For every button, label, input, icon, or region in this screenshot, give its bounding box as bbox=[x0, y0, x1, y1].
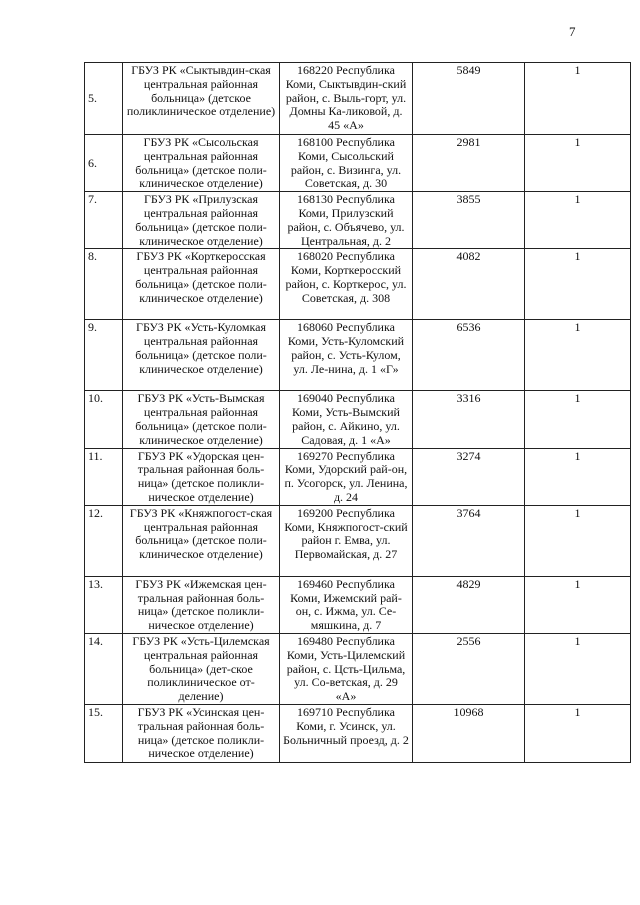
unit-quantity: 1 bbox=[525, 576, 631, 633]
table-row bbox=[85, 633, 631, 704]
facility-address: 169710 Республика Коми, г. Усинск, ул. Больничный проезд, д. 2 bbox=[280, 704, 413, 762]
facility-name: ГБУЗ РК «Усть-Куломкая центральная районная больница» (детское поли-клиническое отделение) bbox=[123, 320, 280, 391]
row-number: 12. bbox=[85, 505, 123, 576]
facility-name: ГБУЗ РК «Удорская цен-тральная районная боль-ница» (детское поликли-ническое отделение) bbox=[123, 448, 280, 505]
unit-quantity: 1 bbox=[525, 448, 631, 505]
facility-name: ГБУЗ РК «Корткеросская центральная районная больница» (детское поли-клиническое отделение) bbox=[123, 249, 280, 320]
facility-address: 168130 Республика Коми, Прилузский район, с. Объячево, ул. Центральная, д. 2 bbox=[280, 192, 413, 249]
facility-name: ГБУЗ РК «Прилузская центральная районная больница» (детское поли-клиническое отделение) bbox=[123, 192, 280, 249]
facility-name: ГБУЗ РК «Княжпогост-ская центральная районная больница» (детское поли-клиническое отделение) bbox=[123, 505, 280, 576]
row-number: 10. bbox=[85, 391, 123, 448]
facility-address: 168020 Республика Коми, Корткеросский район, с. Корткерос, ул. Советская, д. 308 bbox=[280, 249, 413, 320]
row-number: 5. bbox=[85, 63, 123, 135]
unit-quantity: 1 bbox=[525, 505, 631, 576]
population-count: 5849 bbox=[413, 63, 525, 135]
unit-quantity: 1 bbox=[525, 249, 631, 320]
population-count: 2981 bbox=[413, 135, 525, 192]
population-count: 3764 bbox=[413, 505, 525, 576]
population-count: 4082 bbox=[413, 249, 525, 320]
population-count: 10968 bbox=[413, 704, 525, 762]
table-row bbox=[85, 448, 631, 505]
row-number: 11. bbox=[85, 448, 123, 505]
row-number: 6. bbox=[85, 135, 123, 192]
facility-name: ГБУЗ РК «Усть-Вымская центральная районная больница» (детское поли-клиническое отделение) bbox=[123, 391, 280, 448]
facility-name: ГБУЗ РК «Усинская цен-тральная районная боль-ница» (детское поликли-ническое отделение) bbox=[123, 704, 280, 762]
row-number: 7. bbox=[85, 192, 123, 249]
facility-address: 168220 Республика Коми, Сыктывдин-ский район, с. Выль-горт, ул. Домны Ка-ликовой, д. 45 «А» bbox=[280, 63, 413, 135]
table-row bbox=[85, 192, 631, 249]
row-number: 15. bbox=[85, 704, 123, 762]
unit-quantity: 1 bbox=[525, 320, 631, 391]
unit-quantity: 1 bbox=[525, 135, 631, 192]
facility-address: 169480 Республика Коми, Усть-Цилемский район, с. Цсть-Цильма, ул. Со-ветская, д. 29 «А» bbox=[280, 633, 413, 704]
population-count: 3274 bbox=[413, 448, 525, 505]
table-row bbox=[85, 249, 631, 320]
table-row bbox=[85, 576, 631, 633]
row-number: 9. bbox=[85, 320, 123, 391]
table-row bbox=[85, 505, 631, 576]
row-number: 13. bbox=[85, 576, 123, 633]
unit-quantity: 1 bbox=[525, 192, 631, 249]
facility-address: 169200 Республика Коми, Княжпогост-ский район г. Емва, ул. Первомайская, д. 27 bbox=[280, 505, 413, 576]
facility-address: 169040 Республика Коми, Усть-Вымский район, с. Айкино, ул. Садовая, д. 1 «А» bbox=[280, 391, 413, 448]
population-count: 3855 bbox=[413, 192, 525, 249]
population-count: 3316 bbox=[413, 391, 525, 448]
facility-name: ГБУЗ РК «Ижемская цен-тральная районная боль-ница» (детское поликли-ническое отделение) bbox=[123, 576, 280, 633]
facility-name: ГБУЗ РК «Сысольская центральная районная больница» (детское поли-клиническое отделение) bbox=[123, 135, 280, 192]
facilities-table bbox=[84, 62, 631, 763]
unit-quantity: 1 bbox=[525, 633, 631, 704]
table-row bbox=[85, 63, 631, 135]
page-number: 7 bbox=[569, 24, 576, 39]
table-row bbox=[85, 320, 631, 391]
row-number: 8. bbox=[85, 249, 123, 320]
facility-address: 169270 Республика Коми, Удорский рай-он, п. Усогорск, ул. Ленина, д. 24 bbox=[280, 448, 413, 505]
table-row bbox=[85, 135, 631, 192]
unit-quantity: 1 bbox=[525, 63, 631, 135]
table-row bbox=[85, 391, 631, 448]
facility-address: 168060 Республика Коми, Усть-Куломский район, с. Усть-Кулом, ул. Ле-нина, д. 1 «Г» bbox=[280, 320, 413, 391]
population-count: 2556 bbox=[413, 633, 525, 704]
unit-quantity: 1 bbox=[525, 704, 631, 762]
facility-name: ГБУЗ РК «Усть-Цилемская центральная районная больница» (дет-ское поликлиническое от-деление) bbox=[123, 633, 280, 704]
population-count: 6536 bbox=[413, 320, 525, 391]
table-row bbox=[85, 704, 631, 762]
unit-quantity: 1 bbox=[525, 391, 631, 448]
row-number: 14. bbox=[85, 633, 123, 704]
facility-address: 168100 Республика Коми, Сысольский район, с. Визинга, ул. Советская, д. 30 bbox=[280, 135, 413, 192]
facility-address: 169460 Республика Коми, Ижемский рай-он, с. Ижма, ул. Се-мяшкина, д. 7 bbox=[280, 576, 413, 633]
facility-name: ГБУЗ РК «Сыктывдин-ская центральная районная больница» (детское поликлиническое отделение) bbox=[123, 63, 280, 135]
population-count: 4829 bbox=[413, 576, 525, 633]
